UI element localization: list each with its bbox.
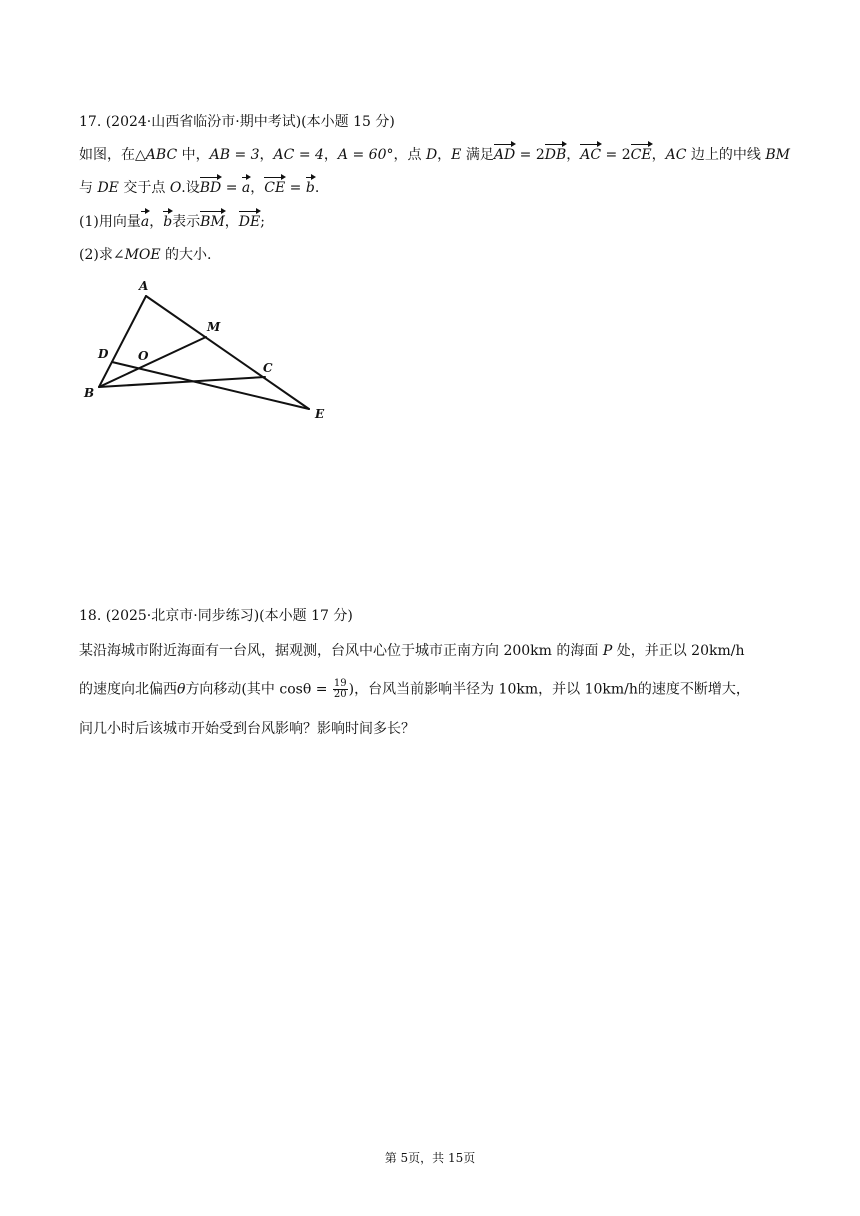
vector-ac: AC [580,147,602,163]
label-b: B [84,386,95,400]
q18-header: 18. (2025·北京市·同步练习)(本小题 17 分) [79,608,353,624]
label-m: M [207,320,221,334]
q18-line-2: 的速度向北偏西θ方向移动(其中 cosθ = $\frac{19}{20}$ )，台风当前影响半径为 10km，并以 10km/h的速度不断增大， [79,678,750,700]
page-footer: 第 5页，共 15页 [384,1151,476,1165]
vector-db: DB [544,147,567,163]
vector-ce: CE [630,147,652,163]
triangle-figure [76,276,336,426]
q17-part-1: (1)用向量a，b表示BM，DE; [79,214,265,230]
vector-ad: AD [493,147,516,163]
segment-ae [146,296,309,409]
segment-de [112,362,309,409]
vector-a: a [241,180,251,196]
label-d: D [98,347,109,361]
vector-bd: BD [199,180,222,196]
vector-ce-2: CE [264,180,286,196]
label-a: A [139,279,149,293]
label-e: E [315,407,325,421]
q18-line-1: 某沿海城市附近海面有一台风，据观测，台风中心位于城市正南方向 200km 的海面 P 处，并正以 20km/h [79,643,745,659]
label-c: C [263,361,273,375]
vector-b: b [305,180,315,196]
q18-line-3: 问几小时后该城市开始受到台风影响？影响时间多长？ [79,721,415,737]
label-o: O [138,349,149,363]
q17-line-2: 与 DE 交于点 O.设BD = a，CE = b. [79,180,320,196]
fraction-19-20: $\frac{19}{20}$ [333,678,347,700]
q17-part-2: (2)求∠MOE 的大小. [79,247,212,263]
q17-header: 17. (2024·山西省临汾市·期中考试)(本小题 15 分) [79,114,395,130]
segment-ab [99,296,146,387]
q17-line-1: 如图，在△ABC 中，AB = 3，AC = 4，A = 60°，点 D，E 满足AD = 2DB，AC = 2CE，AC 边上的中线 BM [79,147,790,163]
